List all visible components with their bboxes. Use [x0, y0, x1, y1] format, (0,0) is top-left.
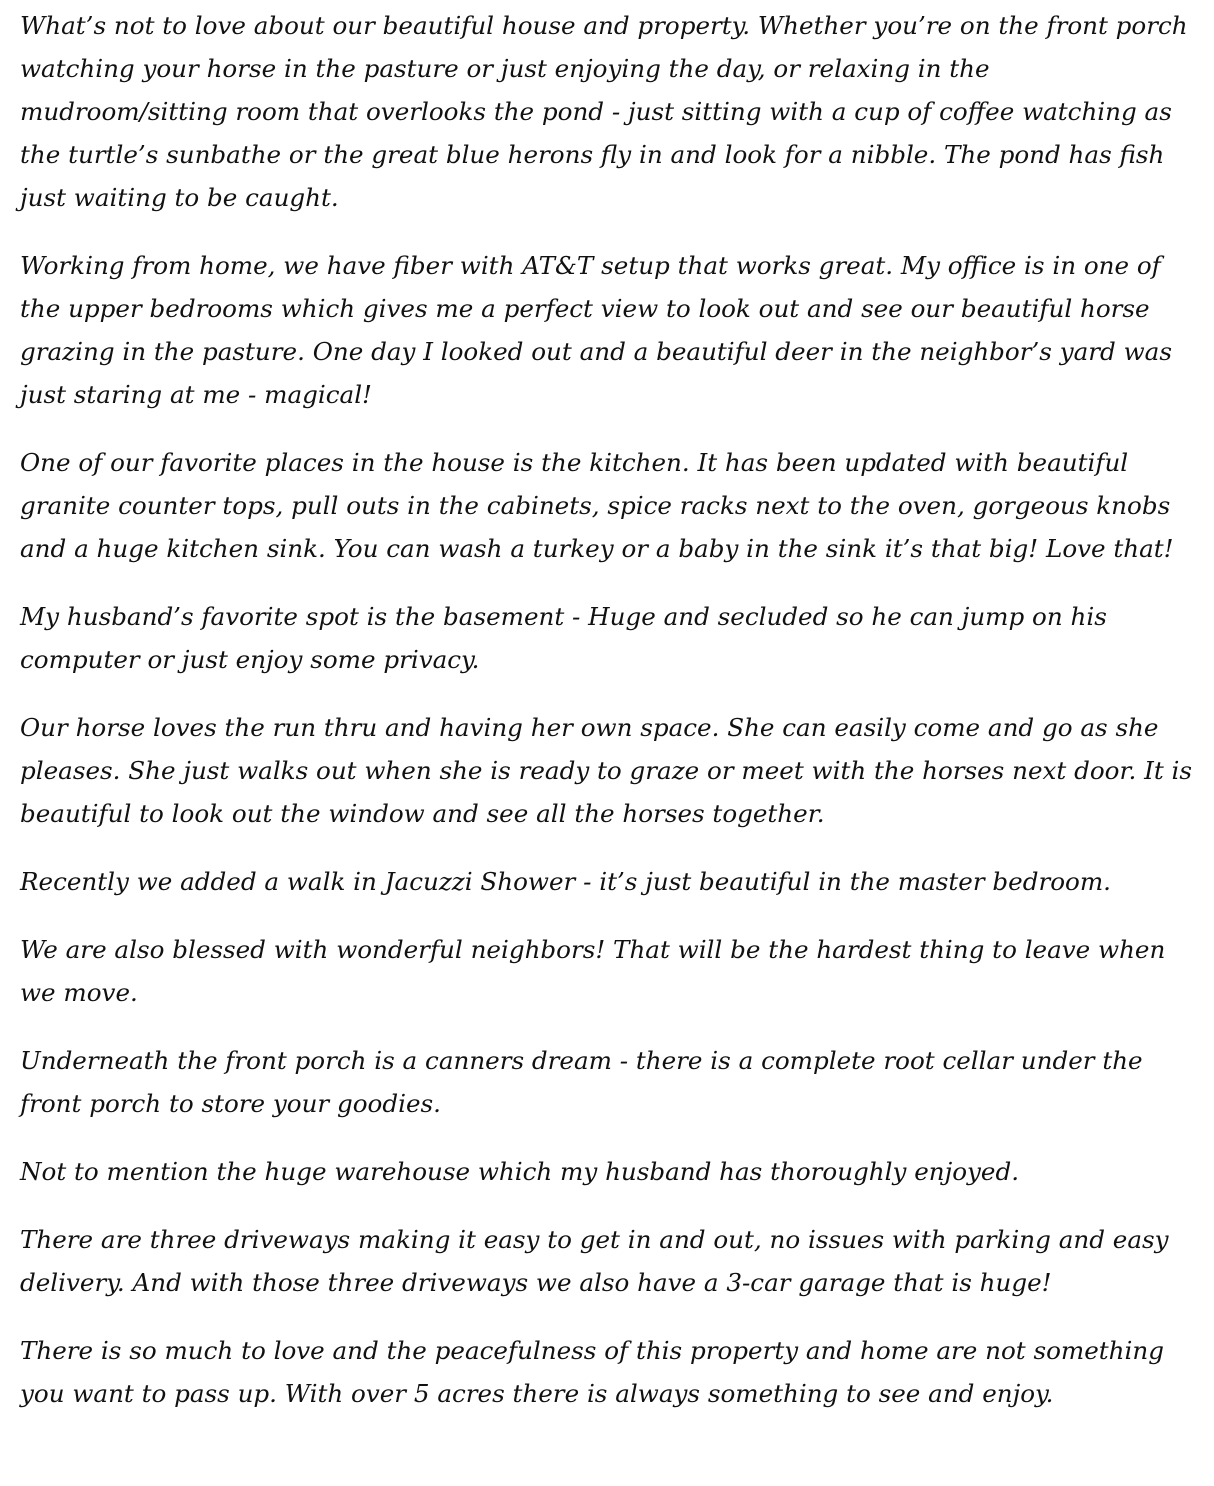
- paragraph-property-intro: What’s not to love about our beautiful house and property. Whether you’re on the front porch watching your horse in the pasture or just enjoying the day, or relaxing in the mudroom/sitting room that overlooks the pond - just sitting with a cup of coffee watching as the turtle’s sunbathe or the great blue herons fly in and look for a nibble. The pond has fish just waiting to be caught.: [20, 11, 1188, 212]
- paragraph-basement: My husband’s favorite spot is the basement - Huge and secluded so he can jump on his computer or just enjoy some privacy.: [20, 602, 1107, 674]
- paragraph-neighbors: We are also blessed with wonderful neighbors! That will be the hardest thing to leave when we move.: [20, 935, 1166, 1007]
- paragraph-kitchen: One of our favorite places in the house is the kitchen. It has been updated with beautiful granite counter tops, pull outs in the cabinets, spice racks next to the oven, gorgeous knobs and a huge kitchen sink. You can wash a turkey or a baby in the sink it’s that big! Love that!: [20, 448, 1174, 563]
- paragraph-warehouse: Not to mention the huge warehouse which my husband has thoroughly enjoyed.: [20, 1157, 1020, 1186]
- paragraph-horse-run-thru: Our horse loves the run thru and having her own space. She can easily come and go as she pleases. She just walks out when she is ready to graze or meet with the horses next door. It is beautiful to look out the window and see all the horses together.: [20, 713, 1193, 828]
- paragraph-driveways: There are three driveways making it easy to get in and out, no issues with parking and easy delivery. And with those three driveways we also have a 3-car garage that is huge!: [20, 1225, 1169, 1297]
- paragraph-working-from-home: Working from home, we have fiber with AT&T setup that works great. My office is in one of the upper bedrooms which gives me a perfect view to look out and see our beautiful horse grazing in the pasture. One day I looked out and a beautiful deer in the neighbor’s yard was just staring at me - magical!: [20, 251, 1172, 409]
- document-body: [20, 4, 1195, 1440]
- paragraph-closing: There is so much to love and the peacefulness of this property and home are not something you want to pass up. With over 5 acres there is always something to see and enjoy.: [20, 1336, 1164, 1408]
- paragraph-jacuzzi-shower: Recently we added a walk in Jacuzzi Shower - it’s just beautiful in the master bedroom.: [20, 867, 1111, 896]
- paragraph-root-cellar: Underneath the front porch is a canners dream - there is a complete root cellar under the front porch to store your goodies.: [20, 1046, 1143, 1118]
